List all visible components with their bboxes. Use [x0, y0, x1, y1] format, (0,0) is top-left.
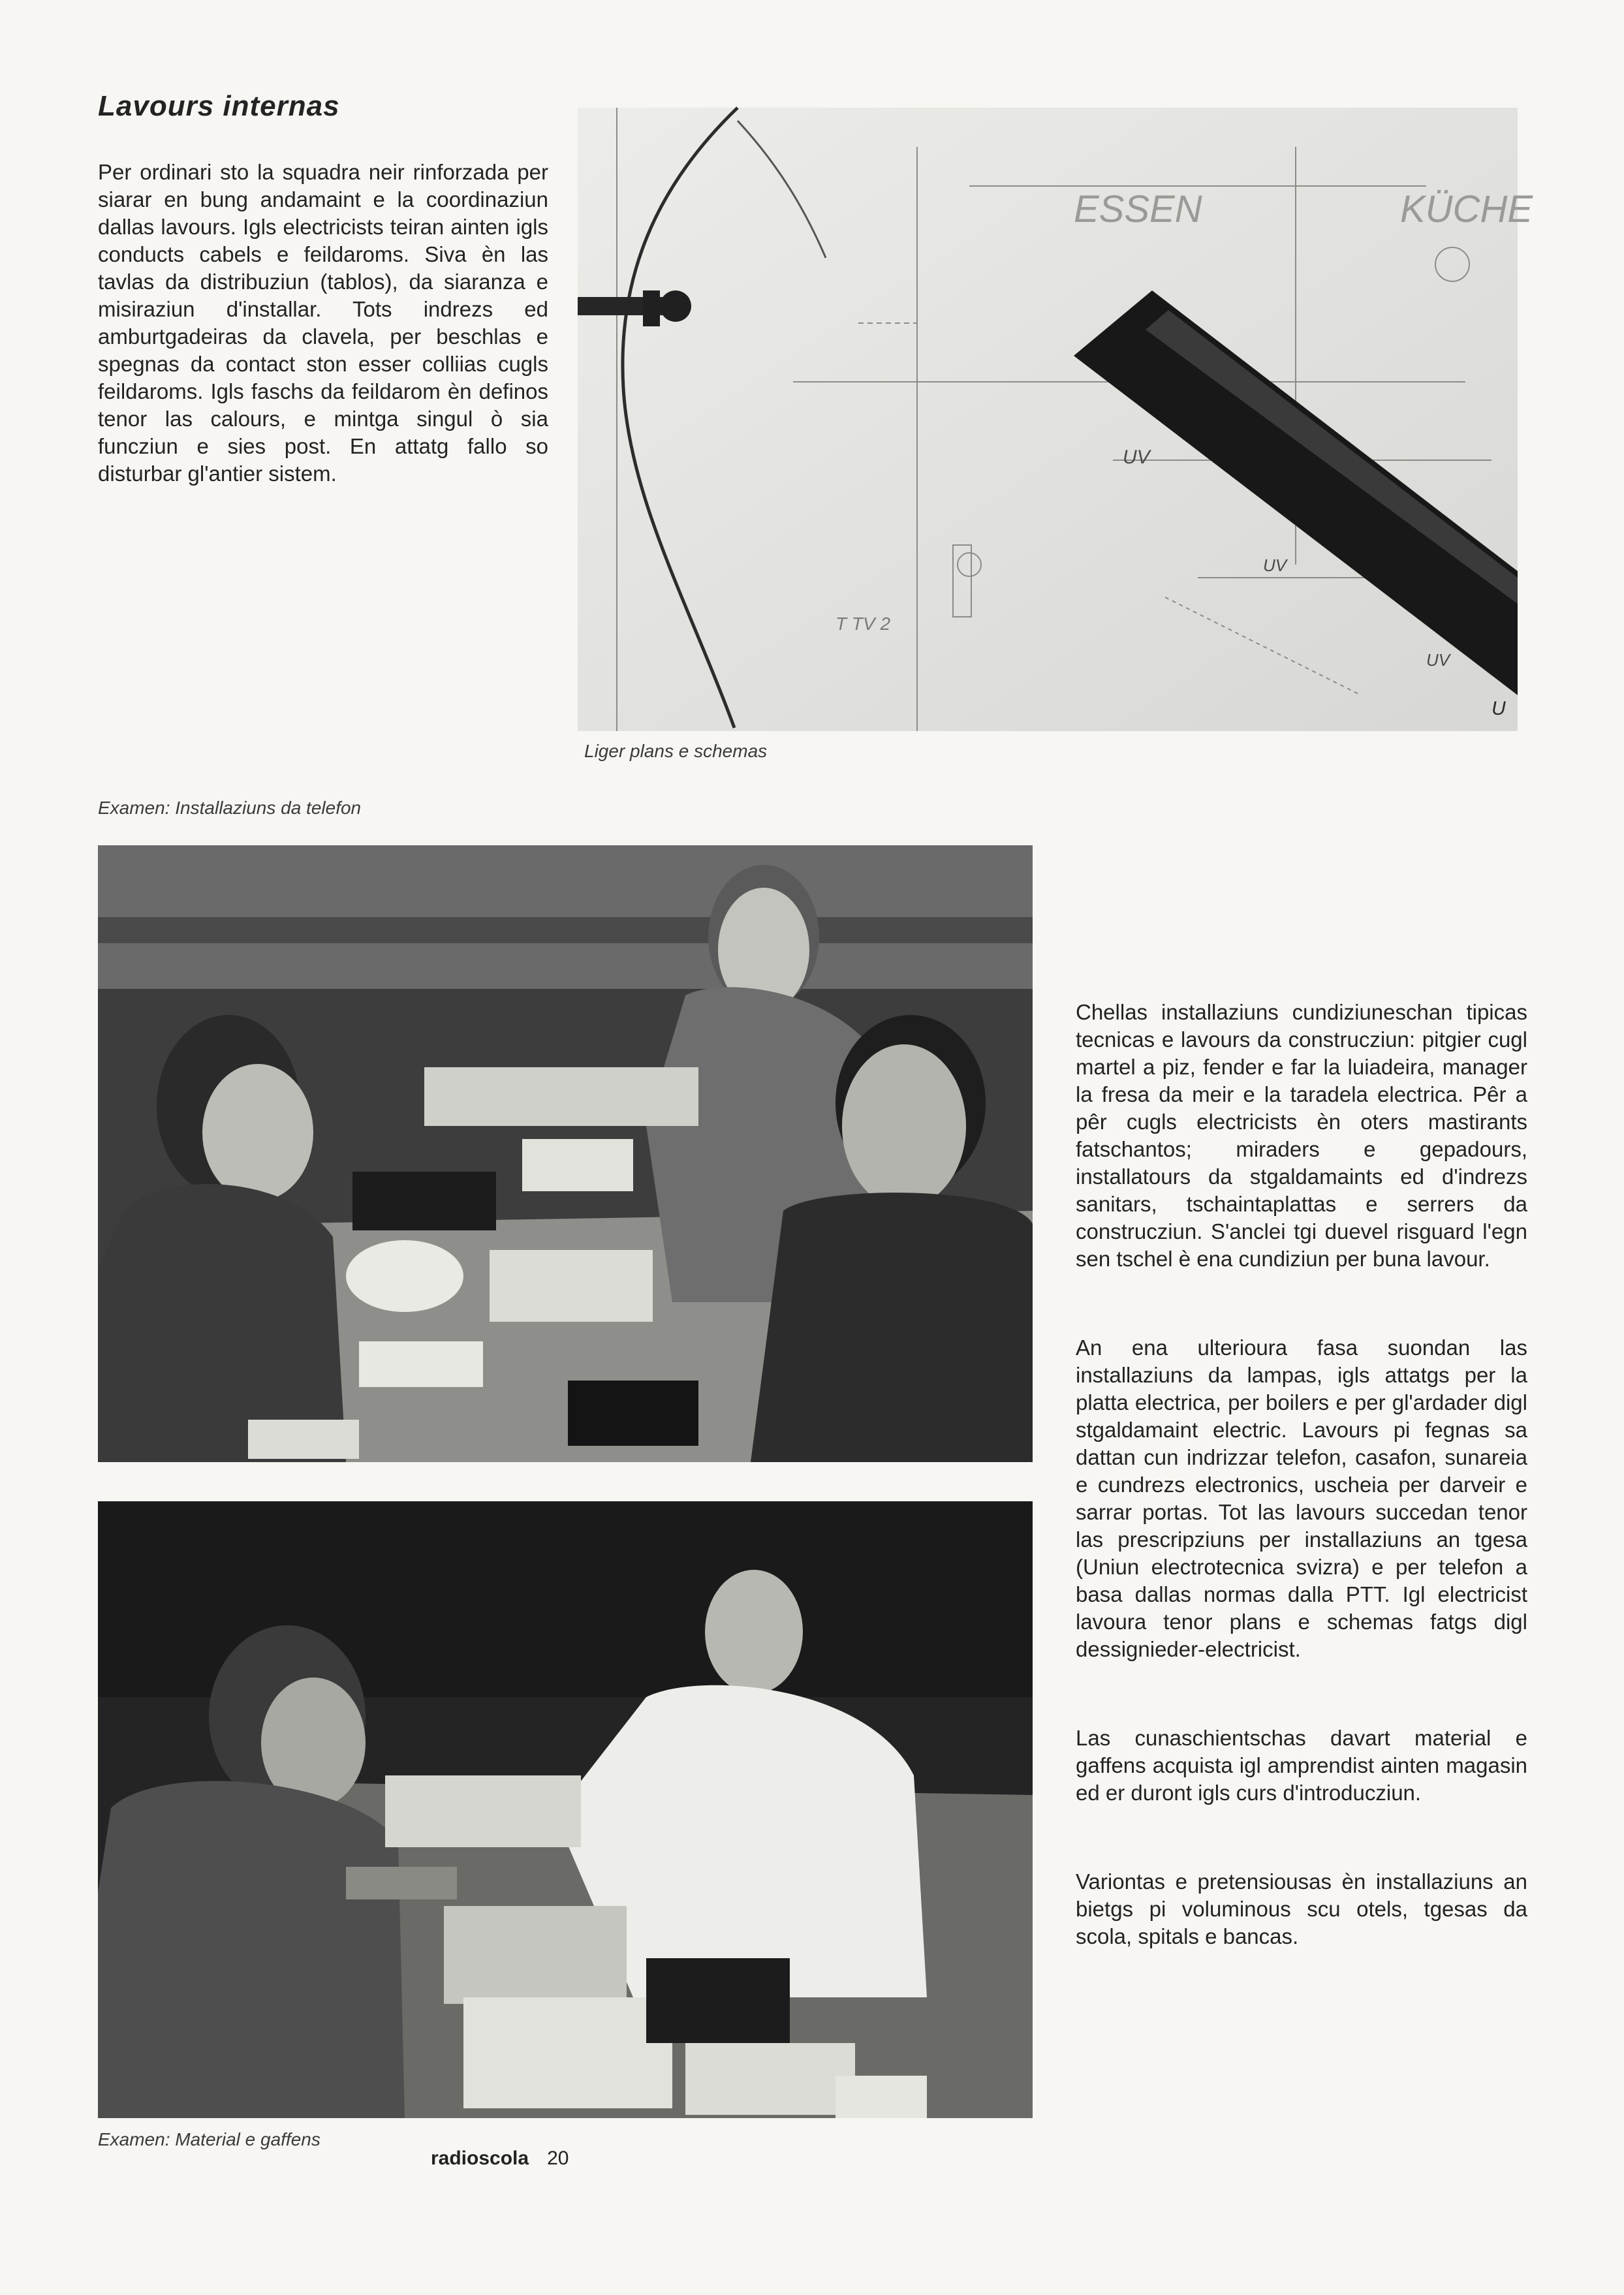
right-column: [1076, 999, 1527, 1950]
blueprint-label-kuche: KÜCHE: [1400, 188, 1533, 230]
blueprint-photo: [578, 108, 1533, 731]
blueprint-label-uv: UV: [1263, 555, 1287, 575]
caption-telefon: Examen: Installaziuns da telefon: [98, 798, 362, 818]
blueprint-label-u: U: [1491, 698, 1506, 719]
blueprint-label-essen: ESSEN: [1074, 188, 1202, 230]
blueprint-label-tt: T TV 2: [835, 614, 891, 634]
photo-material-exam: [98, 1501, 1033, 2118]
right-paragraph-4: Variontas e pretensiousas èn installaziuns an bietgs pi voluminous scu otels, tgesas da scola, spitals e bancas.: [1076, 1869, 1527, 1948]
caption-material: Examen: Material e gaffens: [98, 2129, 320, 2149]
intro-column: [98, 159, 548, 488]
photo-telefon-exam: [98, 845, 1033, 1462]
right-paragraph-3: Las cunaschientschas davart material e gaffens acquista igl amprendist ainten magasin ed er duront igls curs d'introducziun.: [1076, 1726, 1527, 1805]
intro-paragraph: Per ordinari sto la squadra neir rinforzada per siarar en bung andamaint e la coordinaziun dallas lavours. Igls electricists teiran ainten igls conducts cabels e feildaroms. Siva èn las tavlas da distribuziun (tablos), da siaranza e misiraziun d'installar. Tots indrezs ed amburtgadeiras da clavela, per beschlas e spegnas da contact ston esser colliias cugls feildaroms. Igls faschs da feildarom èn definos tenor las calours, e mintga singul ò sia funcziun e sies post. En attatg fallo so disturbar gl'antier sistem.: [98, 160, 548, 486]
page-number: 20: [547, 2147, 569, 2169]
page-title: Lavours internas: [98, 90, 340, 122]
blueprint-label-uv: UV: [1123, 446, 1150, 468]
right-paragraph-1: Chellas installaziuns cundiziuneschan tipicas tecnicas e lavours da construcziun: pitgier cugl martel a piz, fender e far la luiadeira, manager la fresa da meir e la taradela electrica. Pêr a pêr cugls electricists èn oters mastirants fatschantos; miraders e gepadours, installatours da stgaldamaints ed d'indrezs sanitars, tschaintaplattas e serrers da construcziun. S'anclei tgi duevel risguard l'egn sen tschel è ena cundiziun per buna lavour.: [1076, 1000, 1527, 1271]
blueprint-label-uv: UV: [1426, 650, 1450, 670]
page-footer: [431, 2147, 569, 2170]
right-paragraph-2: An ena ulterioura fasa suondan las installaziuns da lampas, igls attatgs per la platta electrica, per boilers e per gl'ardader digl stgaldamaint electric. Lavours pi fegnas sa dattan cun indrizzar telefon, casafon, sunareia e cundrezs electronics, uscheia per darveir e sarrar portas. Tot las lavours succedan tenor las prescripziuns per installaziuns an tgesa (Uniun electrotecnica svizra) e per telefon a basa dallas normas dalla PTT. Igl electricist lavoura tenor plans e schemas fatgs digl dessignieder-electricist.: [1076, 1335, 1527, 1661]
footer-brand: radioscola: [431, 2147, 529, 2169]
caption-plans: Liger plans e schemas: [584, 741, 768, 761]
